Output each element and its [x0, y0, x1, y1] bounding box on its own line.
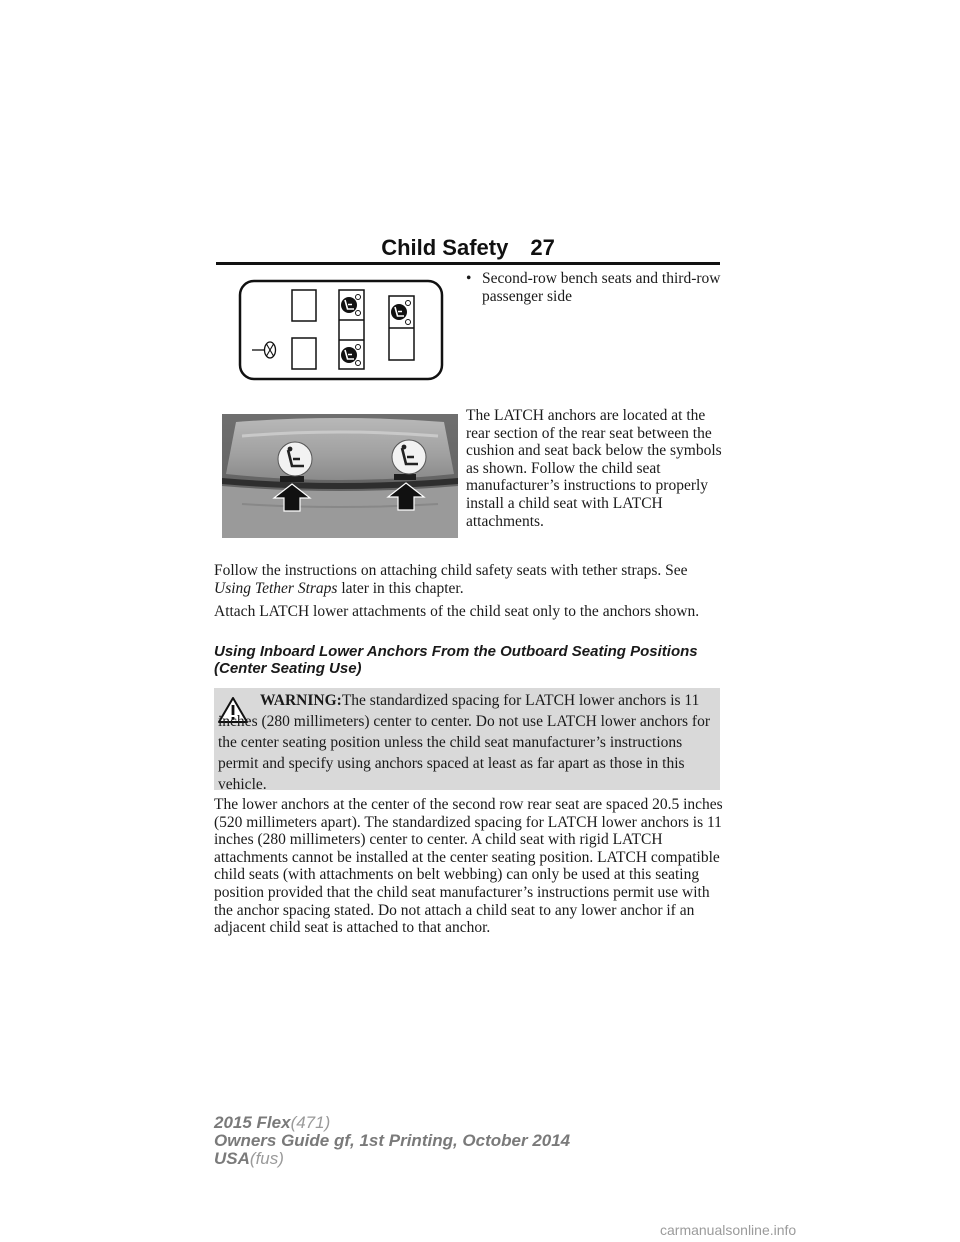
page-header: [216, 229, 720, 261]
footer-guide: Owners Guide gf, 1st Printing, October 2014: [214, 1131, 571, 1150]
footer-region-line: [214, 1150, 634, 1168]
latch-anchor-illustration: [222, 414, 458, 538]
footer-region: USA: [214, 1149, 250, 1168]
tether-text-after: later in this chapter.: [337, 579, 464, 597]
footer-model-line: [214, 1114, 634, 1132]
header-divider: [216, 262, 720, 265]
section-subheading: Using Inboard Lower Anchors From the Outboard Seating Positions (Center Seating Use): [214, 643, 698, 677]
footer-model: 2015 Flex: [214, 1113, 291, 1132]
tether-paragraph: [214, 562, 724, 597]
footer-model-code: (471): [290, 1113, 331, 1132]
site-watermark: carmanualsonline.info: [660, 1222, 797, 1238]
page-number: 27: [530, 235, 555, 260]
latch-location-paragraph: The LATCH anchors are located at the rear section of the rear seat between the cushion and seat back below the symbols as shown. Follow the child seat manufacturer’s instructions to properly install a child seat with LATCH attachments.: [466, 407, 722, 530]
footer-region-code: (fus): [249, 1149, 284, 1168]
bullet-marker: •: [466, 270, 472, 287]
section-title: Child Safety: [381, 235, 509, 260]
warning-label: WARNING:: [260, 692, 342, 709]
attach-paragraph: Attach LATCH lower attachments of the child seat only to the anchors shown.: [214, 603, 700, 620]
warning-body: The standardized spacing for LATCH lower anchors is 11 inches (280 millimeters) center to center. Do not use LATCH lower anchors for the center seating position unless the child seat manufacturer’s instructions permit and specify using anchors spaced at least as far apart as those in this vehicle.: [218, 692, 710, 793]
page-footer: [214, 1114, 634, 1168]
bullet-item: [466, 270, 726, 305]
tether-cross-reference: Using Tether Straps: [214, 579, 338, 597]
vehicle-seating-diagram: [238, 279, 444, 381]
warning-box: [214, 688, 720, 793]
bullet-text: Second-row bench seats and third-row passenger side: [482, 270, 721, 305]
tether-text-before: Follow the instructions on attaching child safety seats with tether straps. See: [214, 562, 688, 579]
warning-text: [218, 690, 714, 795]
lower-anchors-paragraph: The lower anchors at the center of the second row rear seat are spaced 20.5 inches (520 millimeters apart). The standardized spacing for LATCH lower anchors is 11 inches (280 millimeters) center to center. A child seat with rigid LATCH attachments cannot be installed at the center seating position. LATCH compatible child seats (with attachments on belt webbing) can only be used at this seating position provided that the child seat manufacturer’s instructions permit use with the anchor spacing stated. Do not attach a child seat to any lower anchor if an adjacent child seat is attached to that anchor.: [214, 796, 723, 937]
